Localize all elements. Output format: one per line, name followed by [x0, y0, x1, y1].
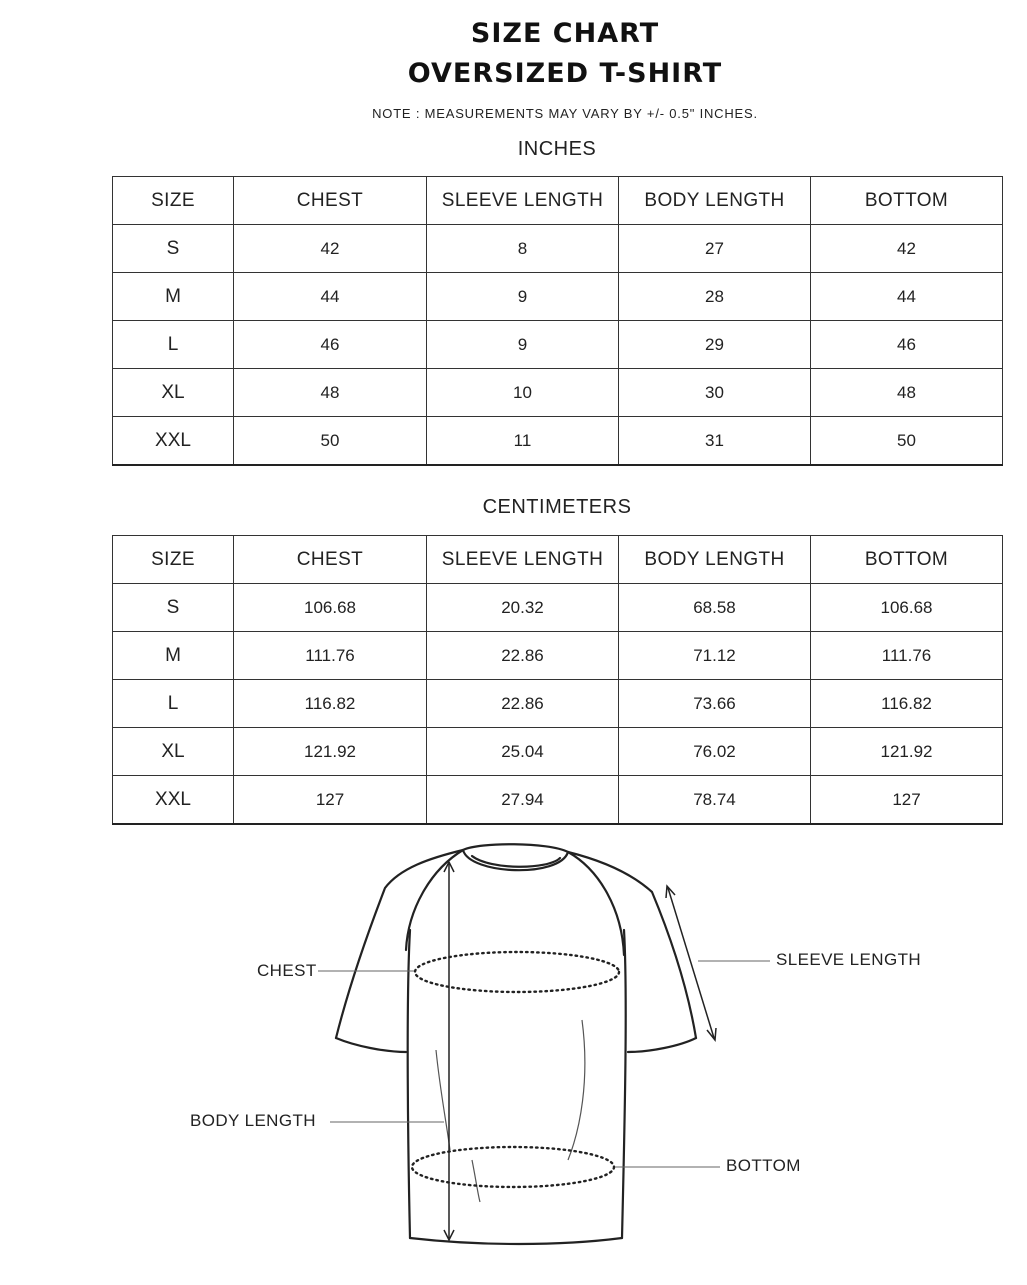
measurement-cell: 50	[234, 417, 427, 466]
measurement-cell: 9	[427, 321, 619, 369]
measurement-cell: 22.86	[427, 632, 619, 680]
measurement-cell: 106.68	[811, 584, 1003, 632]
measurement-cell: 31	[619, 417, 811, 466]
measurement-cell: 44	[234, 273, 427, 321]
table-header-row	[113, 177, 1003, 225]
measurement-cell: 121.92	[234, 728, 427, 776]
measurement-cell: 9	[427, 273, 619, 321]
measurement-cell: 29	[619, 321, 811, 369]
chart-title: SIZE CHART	[470, 18, 660, 49]
measurement-cell: 11	[427, 417, 619, 466]
table-row	[113, 273, 1003, 321]
size-cell: L	[113, 680, 234, 728]
measurement-cell: 111.76	[811, 632, 1003, 680]
size-cell: XL	[113, 369, 234, 417]
measurement-cell: 116.82	[811, 680, 1003, 728]
body-length-label: BODY LENGTH	[190, 1111, 316, 1130]
column-header: SIZE	[113, 536, 234, 584]
size-cell: S	[113, 225, 234, 273]
table-row	[113, 369, 1003, 417]
measurement-cell: 42	[234, 225, 427, 273]
measurement-cell: 8	[427, 225, 619, 273]
measurement-cell: 50	[811, 417, 1003, 466]
measurement-cell: 42	[811, 225, 1003, 273]
column-header: BODY LENGTH	[619, 177, 811, 225]
tshirt-outline-icon	[0, 830, 1027, 1280]
column-header: CHEST	[234, 177, 427, 225]
measurement-cell: 10	[427, 369, 619, 417]
size-cell: S	[113, 584, 234, 632]
column-header: SIZE	[113, 177, 234, 225]
measurement-cell: 46	[234, 321, 427, 369]
table-row	[113, 680, 1003, 728]
table-row	[113, 776, 1003, 825]
measurement-cell: 73.66	[619, 680, 811, 728]
tshirt-diagram	[0, 830, 1027, 1280]
measurement-cell: 76.02	[619, 728, 811, 776]
measurement-cell: 127	[811, 776, 1003, 825]
column-header: SLEEVE LENGTH	[427, 177, 619, 225]
size-cell: XL	[113, 728, 234, 776]
sleeve-length-label: SLEEVE LENGTH	[776, 950, 922, 969]
measurement-cell: 48	[234, 369, 427, 417]
measurement-cell: 46	[811, 321, 1003, 369]
centimeters-heading: CENTIMETERS	[482, 496, 632, 518]
measurement-note: NOTE : MEASUREMENTS MAY VARY BY +/- 0.5" INCHES.	[372, 106, 758, 121]
measurement-cell: 27	[619, 225, 811, 273]
column-header: BODY LENGTH	[619, 536, 811, 584]
size-cell: L	[113, 321, 234, 369]
size-cell: M	[113, 632, 234, 680]
chart-subtitle: OVERSIZED T-SHIRT	[407, 58, 723, 89]
measurement-cell: 127	[234, 776, 427, 825]
table-row	[113, 321, 1003, 369]
measurement-cell: 106.68	[234, 584, 427, 632]
measurement-cell: 30	[619, 369, 811, 417]
measurement-cell: 121.92	[811, 728, 1003, 776]
bottom-label: BOTTOM	[726, 1156, 801, 1175]
measurement-cell: 22.86	[427, 680, 619, 728]
measurement-cell: 78.74	[619, 776, 811, 825]
table-row	[113, 417, 1003, 466]
measurement-cell: 116.82	[234, 680, 427, 728]
table-row	[113, 584, 1003, 632]
measurement-cell: 27.94	[427, 776, 619, 825]
column-header: SLEEVE LENGTH	[427, 536, 619, 584]
size-cell: M	[113, 273, 234, 321]
chest-label: CHEST	[257, 961, 317, 980]
column-header: BOTTOM	[811, 536, 1003, 584]
column-header: BOTTOM	[811, 177, 1003, 225]
measurement-cell: 68.58	[619, 584, 811, 632]
size-cell: XXL	[113, 417, 234, 466]
measurement-cell: 20.32	[427, 584, 619, 632]
size-cell: XXL	[113, 776, 234, 825]
centimeters-table	[112, 535, 1003, 825]
measurement-cell: 44	[811, 273, 1003, 321]
table-header-row	[113, 536, 1003, 584]
table-row	[113, 632, 1003, 680]
column-header: CHEST	[234, 536, 427, 584]
measurement-cell: 28	[619, 273, 811, 321]
measurement-cell: 71.12	[619, 632, 811, 680]
measurement-cell: 25.04	[427, 728, 619, 776]
table-row	[113, 225, 1003, 273]
measurement-cell: 48	[811, 369, 1003, 417]
inches-heading: INCHES	[517, 138, 597, 160]
table-row	[113, 728, 1003, 776]
measurement-cell: 111.76	[234, 632, 427, 680]
inches-table	[112, 176, 1003, 466]
